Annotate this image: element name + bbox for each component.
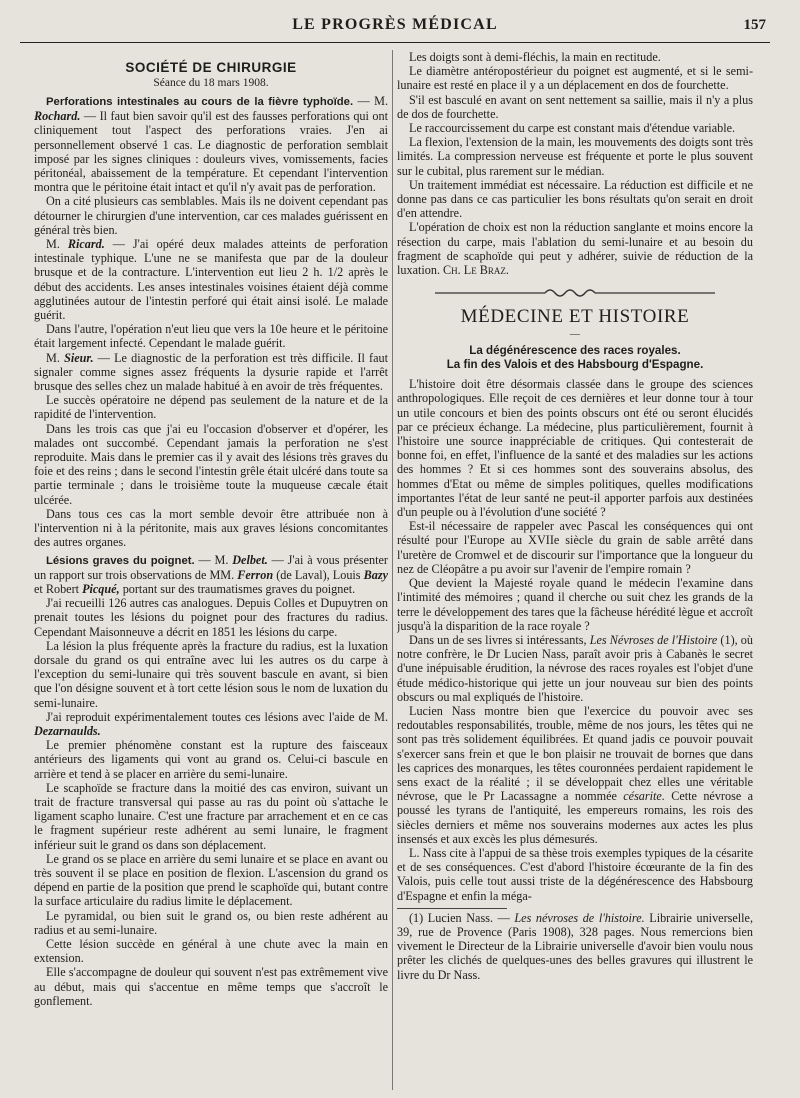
section-ornament xyxy=(397,286,753,300)
paragraph: S'il est basculé en avant on sent nettement sa saillie, mais il n'y a plus de dos de fourchette. xyxy=(397,92,753,121)
footnote-book-title: Les névroses de l'histoire. xyxy=(514,910,645,925)
paragraph: Est-il nécessaire de rappeler avec Pascal les conséquences qui ont résulté pour l'Europe au XVIIe siècle du grain de sable arrêté dans l'uretère de Cromwel et de discourir sur l'importance que la longueur du nez de Cléopâtre a pu avoir sur l'avenir de l'empire romain ? xyxy=(397,519,753,576)
author-name: Ferron xyxy=(237,567,274,582)
footnote: (1) Lucien Nass. — Les névroses de l'histoire. Librairie universelle, 39, rue de Provence (Paris 1908), 328 pages. Nous remercions bien vivement le Directeur de la Librairie universelle d'avoir bien voulu nous prêter les clichés de quelques-unes des belles gravures qui illustrent le livre du Dr Nass. xyxy=(397,910,753,982)
paragraph: Que devient la Majesté royale quand le médecin l'examine dans l'intimité des mémoires ; quand il cherche ou suit chez les grands de la terre le développement des tares que la fâcheuse hérédité lègue et accroît jusqu'à la disparition de la race royale ? xyxy=(397,576,753,633)
paragraph: J'ai recueilli 126 autres cas analogues. Depuis Colles et Dupuytren on prenait toutes les lésions du poignet pour des fractures du radius. Cependant Maisonneuve a décrit en 1851 les lésions du carpe. xyxy=(34,596,388,639)
session-date: Séance du 18 mars 1908. xyxy=(153,77,269,89)
paragraph: M. Sieur. — Le diagnostic de la perforation est très difficile. Il faut signaler comme signes assez fréquents la dysurie rapide et l'arrêt brusque des selles chez un malade habitué à en avoir de très fréquentes. xyxy=(34,350,388,394)
article-title-line2: La fin des Valois et des Habsbourg d'Espagne. xyxy=(446,358,704,372)
paragraph: Dans tous ces cas la mort semble devoir être attribuée non à l'intervention ni à la péritonite, mais aux graves lésions concomitantes des autres organes. xyxy=(34,506,388,550)
author-name: Rochard. xyxy=(34,109,81,124)
footnote-rule xyxy=(397,908,507,909)
column-rule xyxy=(392,50,393,1090)
paragraph: L'opération de choix est non la réduction sanglante et moins encore la résection du carpe, mais l'ablation du semi-lunaire et au besoin du fragment de scaphoïde qui peut y adhérer, suivie de réduction de la luxation. Ch. Le Braz. xyxy=(397,220,753,278)
paragraph: Le succès opératoire ne dépend pas seulement de la nature et de la rapidité de l'intervention. xyxy=(34,393,388,422)
paragraph: Lucien Nass montre bien que l'exercice du pouvoir avec ses redoutables responsabilités, trouble, même de nos jours, les têtes qui ne sont pas très solidement équilibrées. Et quand jadis ce pouvoir pouvait s'exercer sans frein et que le bon plaisir ne trouvait de bornes que dans les caprices des monarques, les têtes couronnées perdaient rapidement le sens exact de la réalité ; il se développait chez elles une véritable névrose, que le Pr Lacassagne a nommée césarite. Cette névrose a poussé les tyrans de l'antiquité, les empereurs romains, les rois des siècles derniers et même nos souverains modernes aux actes les plus insensés et aux excès les plus démesurés. xyxy=(397,703,753,846)
page-number: 157 xyxy=(743,17,766,33)
paragraph: Le diamètre antéropostérieur du poignet est augmenté, et si le semi-lunaire est resté en place il y a un déplacement en dos de fourchette. xyxy=(397,64,753,93)
rubric-poignet: Lésions graves du poignet. xyxy=(46,554,195,567)
author-name: Dezarnaulds. xyxy=(34,723,101,738)
paragraph: Le grand os se place en arrière du semi lunaire et se place en avant ou très souvent il se place en position de flexion. L'ascension du grand os dépend en partie de la position que prend le scaphoïde qui, butant contre la surface articulaire du radius limite le déplacement. xyxy=(34,851,388,909)
emphasis-term: césarite. xyxy=(623,789,665,804)
paragraph: Dans l'autre, l'opération n'eut lieu que vers la 10e heure et le péritoine était largement infecté. Cependant le malade guérit. xyxy=(34,322,388,351)
rubric-perforations: Perforations intestinales au cours de la fièvre typhoïde. xyxy=(46,96,354,108)
paragraph: Dans les trois cas que j'ai eu l'occasion d'observer et d'opérer, les malades ont succombé. Cependant jamais la perforation ne s'est reproduite. Mais dans le premier cas il y avait des lésions très graves du foie et des reins ; dans le second l'intestin grêle était ulcéré dans toute sa partie terminale ; dans le troisième toute la muqueuse cæcale était ulcérée. xyxy=(34,421,388,507)
author-name: Delbet. xyxy=(232,552,268,567)
paragraph: On a cité plusieurs cas semblables. Mais ils ne doivent cependant pas détourner le chirurgien d'une intervention, car ces malades guérissent en général très bien. xyxy=(34,194,388,237)
paragraph: L. Nass cite à l'appui de sa thèse trois exemples typiques de la césarite et de ses conséquences. C'est d'abord l'histoire écœurante de la fin des Valois, puis celle tout aussi triste de la dégénérescence des Habsbourg d'Espagne et enfin la méga- xyxy=(397,845,753,903)
paragraph: Elle s'accompagne de douleur qui souvent n'est pas extrêmement vive au début, mais qui s'accentue en même temps que s'accroît le gonflement. xyxy=(34,965,388,1008)
paragraph: Le premier phénomène constant est la rupture des faisceaux antérieurs des ligaments qui vont au grand os. Celui-ci bascule en arrière et tend à se placer en arrière du semi-lunaire. xyxy=(34,738,388,781)
signature: Ch. Le Braz. xyxy=(443,263,509,278)
paragraph: M. Ricard. — J'ai opéré deux malades atteints de perforation intestinale typhique. L'une ne se manifesta que par de la douleur brusque et de la contracture. L'intervention eut lieu 2 h. 1/2 après le début des accidents. Les anses intestinales voisines étaient déjà comme agglutinées autour de l'intestin perforé qui était ainsi isolé. Le malade guérit. xyxy=(34,237,388,323)
article-title xyxy=(397,344,753,372)
author-name: Picqué, xyxy=(82,581,120,596)
paragraph: J'ai reproduit expérimentalement toutes ces lésions avec l'aide de M. Dezarnaulds. xyxy=(34,709,388,738)
author-name: Bazy xyxy=(363,567,388,582)
section-title-chirurgie: SOCIÉTÉ DE CHIRURGIE xyxy=(125,60,297,75)
section-title-histoire: MÉDECINE ET HISTOIRE xyxy=(460,306,690,328)
title-dash: — xyxy=(570,329,580,341)
paragraph: Cette lésion succède en général à une chute avec la main en extension. xyxy=(34,936,388,966)
paragraph: Le raccourcissement du carpe est constant mais d'étendue variable. xyxy=(409,121,736,136)
paragraph: Les doigts sont à demi-fléchis, la main en rectitude. xyxy=(409,50,661,64)
paragraph: Dans un de ses livres si intéressants, Les Névroses de l'Histoire (1), où notre confrère, le Dr Lucien Nass, paraît avoir pris à Cabanès le secret d'une inépuisable érudition, la névrose des races royales est l'objet d'une étude médico-historique qui jette un jour nouveau sur bien des points obscurs ou mal expliqués de l'histoire. xyxy=(397,632,753,704)
paragraph: Le pyramidal, ou bien suit le grand os, ou bien reste adhérent au radius et au semi-lunaire. xyxy=(34,908,388,937)
paragraph: Lésions graves du poignet. — M. Delbet. — J'ai à vous présenter un rapport sur trois observations de MM. Ferron (de Laval), Louis Bazy et Robert Picqué, portant sur des traumatismes graves du poignet. xyxy=(34,552,388,596)
left-column xyxy=(34,50,388,1090)
right-column xyxy=(397,50,753,1090)
running-header xyxy=(20,16,770,43)
book-title: Les Névroses de l'Histoire xyxy=(589,632,718,647)
author-name: Ricard. xyxy=(67,237,105,252)
paragraph: Perforations intestinales au cours de la fièvre typhoïde. — M. Rochard. — Il faut bien savoir qu'il est des fausses perforations qui ont cliniquement tout l'aspect des perforations vraies. J'en ai personnellement observé 1 cas. Le diagnostic de perforation semblait imposé par les signes cliniques : douleurs vives, vomissements, facies péritonéal, abaissement de la température. Et cependant l'intervention montra que le péritoine était intact et qu'il n'y avait pas de perforation. xyxy=(34,94,388,195)
paragraph: La flexion, l'extension de la main, les mouvements des doigts sont très limités. La compression nerveuse est fréquente et porte le plus souvent sur le cubital, plus rarement sur le médian. xyxy=(397,135,753,178)
paragraph: La lésion la plus fréquente après la fracture du radius, est la luxation dorsale du grand os qui entraîne avec lui les autres os du carpe à l'exception du semi-lunaire qui très souvent bascule en avant, si bien que l'on désigne souvent et à tort cette lésion sous le nom de luxation du semi-lunaire. xyxy=(34,638,388,710)
ornament-rule-icon xyxy=(425,286,725,300)
journal-title: LE PROGRÈS MÉDICAL xyxy=(292,16,498,33)
paragraph: Un traitement immédiat est nécessaire. La réduction est difficile et ne donne pas dans ce cas particulier les bons résultats qu'on serait en droit d'en attendre. xyxy=(397,177,753,221)
paragraph: Le scaphoïde se fracture dans la moitié des cas environ, suivant un trait de fracture transversal qui passe au ras du point où s'attache le ligament scapho lunaire. C'est une fracture par arrachement et en ce cas le fragment supérieur reste adhérent au semi lunaire, le fragment inférieur suit le grand os dans son déplacement. xyxy=(34,780,388,852)
author-name: Sieur. xyxy=(64,350,94,365)
article-title-line1: La dégénérescence des races royales. xyxy=(469,344,681,358)
paragraph: L'histoire doit être désormais classée dans le groupe des sciences anthropologiques. Elle reçoit de ces dernières et leur donne tour à tour un utile concours et bien des points obscurs ont été ou seront élucidés par ce précieux échange. La médecine, plus particulièrement, fournit à l'histoire une source inappréciable de critiques. Qui contesterait de bonne foi, en effet, l'influence de la santé et des maladies sur les actions des hommes ? Et si ces hommes sont des souverains absolus, des hommes d'Etat ou même de simples politiques, quelles modifications importantes l'état de leur santé ne peut-il apporter parfois aux destinées d'un peuple ou à l'évolution d'une société ? xyxy=(397,377,753,520)
